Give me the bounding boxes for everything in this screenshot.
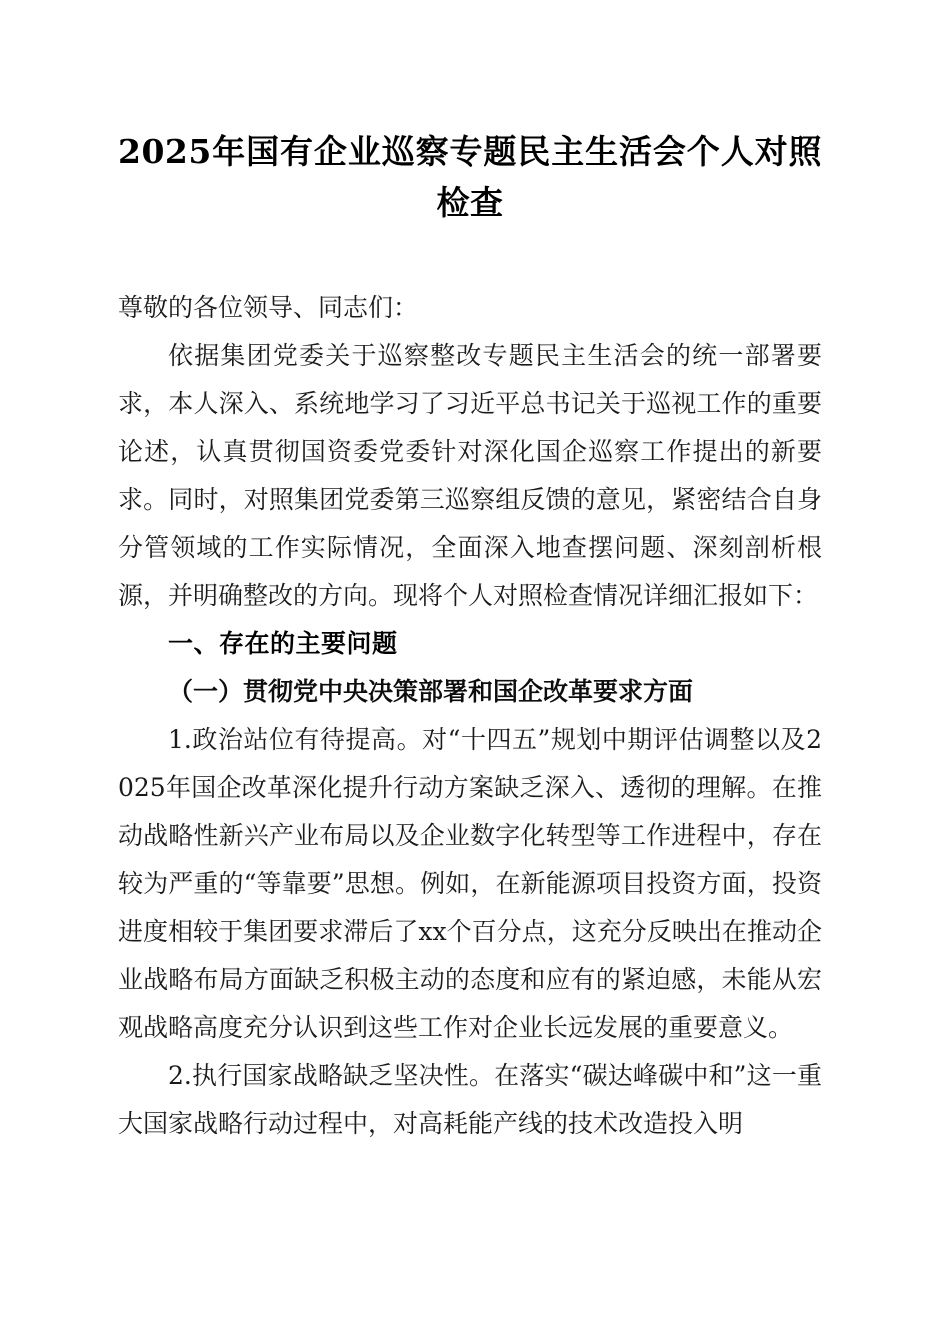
document-title: 2025年国有企业巡察专题民主生活会个人对照检查 — [118, 132, 822, 222]
problem-item-1: 1.政治站位有待提高。对“十四五”规划中期评估调整以及2025年国企改革深化提升行动方案缺乏深入、透彻的理解。在推动战略性新兴产业布局以及企业数字化转型等工作进程中，存在较为严重的“等靠要”思想。例如，在新能源项目投资方面，投资进度相较于集团要求滞后了xx个百分点，这充分反映出在推动企业战略布局方面缺乏积极主动的态度和应有的紧迫感，未能从宏观战略高度充分认识到这些工作对企业长远发展的重要意义。 — [118, 725, 822, 1042]
salutation: 尊敬的各位领导、同志们： — [118, 293, 419, 322]
problem-item-2: 2.执行国家战略缺乏坚决性。在落实“碳达峰碳中和”这一重大国家战略行动过程中，对高耗能产线的技术改造投入明 — [118, 1061, 822, 1138]
subsection-heading-one: （一）贯彻党中央决策部署和国企改革要求方面 — [168, 677, 694, 706]
intro-paragraph: 依据集团党委关于巡察整改专题民主生活会的统一部署要求，本人深入、系统地学习了习近平总书记关于巡视工作的重要论述，认真贯彻国资委党委针对深化国企巡察工作提出的新要求。同时，对照集团党委第三巡察组反馈的意见，紧密结合自身分管领域的工作实际情况，全面深入地查摆问题、深刻剖析根源，并明确整改的方向。现将个人对照检查情况详细汇报如下： — [118, 341, 822, 610]
document-content — [118, 0, 822, 1148]
section-heading-one: 一、存在的主要问题 — [168, 629, 398, 658]
